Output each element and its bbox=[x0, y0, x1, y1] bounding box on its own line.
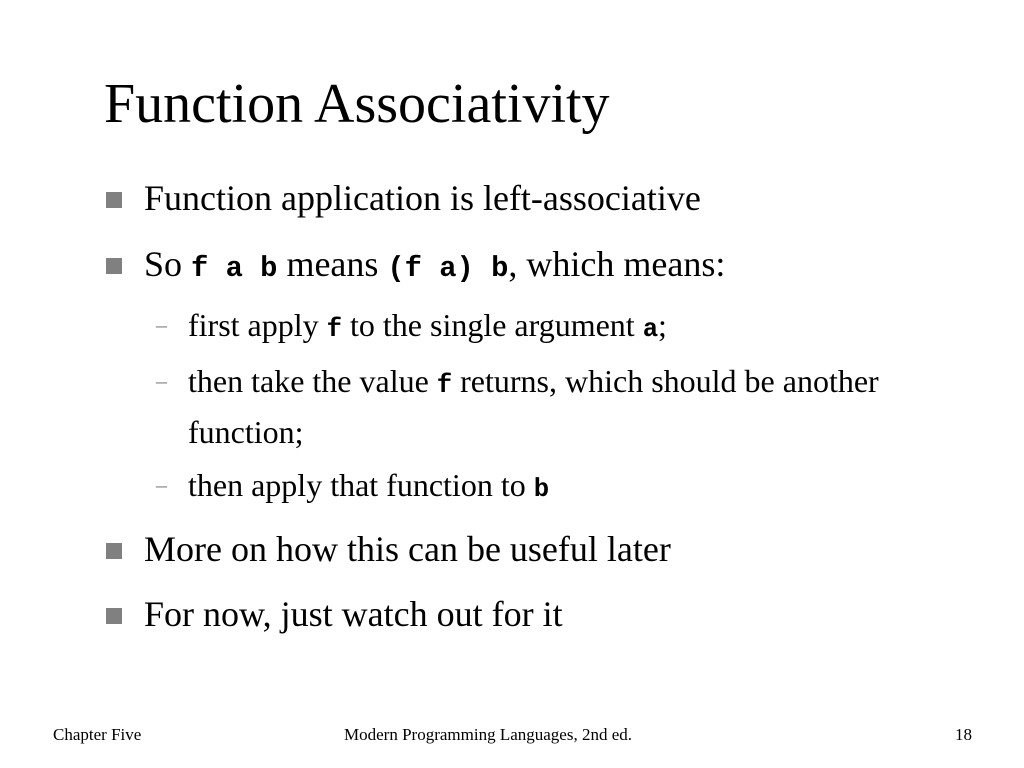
sub-bullet-text bbox=[188, 358, 933, 455]
text-run: means bbox=[277, 244, 388, 284]
footer-chapter: Chapter Five bbox=[53, 725, 142, 744]
square-bullet-icon bbox=[106, 192, 122, 208]
bullet-text: More on how this can be useful later bbox=[144, 529, 671, 569]
text-run: returns, which should be another function; bbox=[188, 363, 879, 450]
text-run: then take the value bbox=[188, 363, 437, 399]
text-run: So bbox=[144, 244, 192, 284]
code-snippet: b bbox=[533, 475, 550, 504]
dash-bullet-icon: – bbox=[156, 472, 167, 497]
footer-book-title: Modern Programming Languages, 2nd ed. bbox=[344, 725, 632, 744]
dash-bullet-icon: – bbox=[156, 368, 167, 393]
slide-title: Function Associativity bbox=[104, 73, 610, 135]
text-run: then apply that function to bbox=[188, 467, 534, 503]
code-snippet: f bbox=[436, 371, 453, 400]
text-run: first apply bbox=[188, 307, 327, 343]
code-snippet: f bbox=[326, 315, 342, 344]
sub-bullet-text bbox=[188, 302, 948, 353]
dash-bullet-icon: – bbox=[156, 312, 167, 337]
code-snippet: a bbox=[642, 315, 659, 344]
text-run: to the single argument bbox=[342, 307, 643, 343]
code-snippet: f a b bbox=[191, 252, 278, 285]
bullet-text bbox=[144, 242, 725, 291]
square-bullet-icon bbox=[106, 258, 122, 274]
square-bullet-icon bbox=[106, 543, 122, 559]
footer-page-number: 18 bbox=[955, 725, 972, 744]
square-bullet-icon bbox=[106, 608, 122, 624]
sub-bullet-text bbox=[188, 462, 948, 513]
code-snippet: (f a) b bbox=[387, 252, 509, 285]
bullet-text: Function application is left-associative bbox=[144, 178, 701, 218]
bullet-text: For now, just watch out for it bbox=[144, 594, 563, 634]
text-run: , which means: bbox=[508, 244, 726, 284]
text-run: ; bbox=[658, 307, 667, 343]
